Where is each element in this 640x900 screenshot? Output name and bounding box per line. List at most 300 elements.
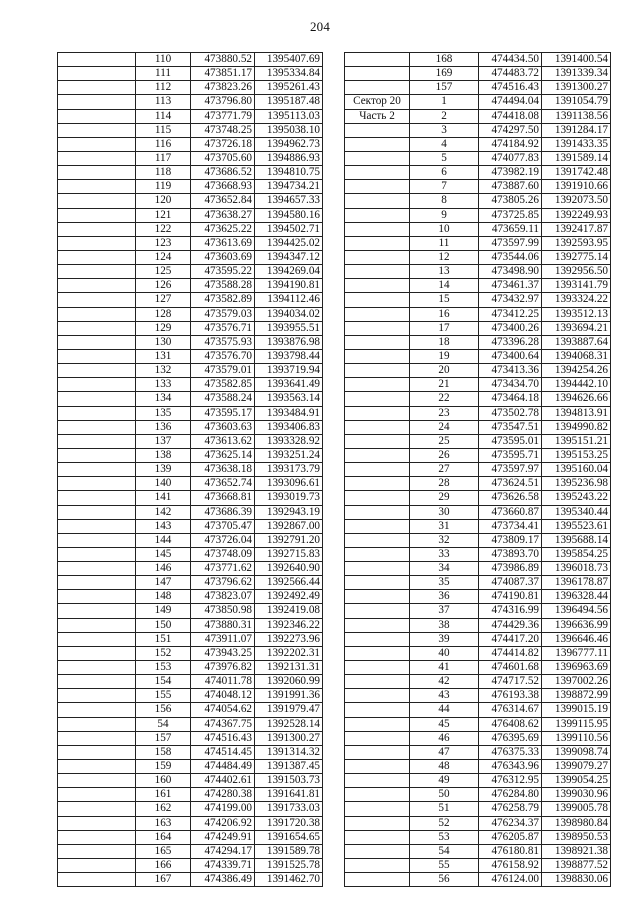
table-row xyxy=(58,760,323,774)
sector-cell xyxy=(345,180,410,194)
sector-cell xyxy=(345,463,410,477)
x-coordinate-cell: 473638.18 xyxy=(191,463,255,477)
table-row xyxy=(58,562,323,576)
table-row xyxy=(345,123,611,137)
sector-cell xyxy=(58,547,136,561)
y-coordinate-cell: 1399005.78 xyxy=(542,802,611,816)
x-coordinate-cell: 473805.26 xyxy=(479,194,542,208)
sector-cell xyxy=(58,802,136,816)
point-number-cell: 169 xyxy=(410,67,479,81)
point-number-cell: 39 xyxy=(410,632,479,646)
table-row xyxy=(58,81,323,95)
x-coordinate-cell: 473595.17 xyxy=(191,406,255,420)
x-coordinate-cell: 474717.52 xyxy=(479,675,542,689)
point-number-cell: 139 xyxy=(136,463,191,477)
y-coordinate-cell: 1391720.38 xyxy=(255,816,323,830)
point-number-cell: 28 xyxy=(410,477,479,491)
sector-cell xyxy=(345,604,410,618)
x-coordinate-cell: 476395.69 xyxy=(479,731,542,745)
sector-cell xyxy=(345,562,410,576)
table-row xyxy=(345,547,611,561)
x-coordinate-cell: 476314.67 xyxy=(479,703,542,717)
sector-cell xyxy=(58,463,136,477)
y-coordinate-cell: 1395688.14 xyxy=(542,533,611,547)
point-number-cell: 49 xyxy=(410,774,479,788)
table-row xyxy=(345,208,611,222)
point-number-cell: 157 xyxy=(410,81,479,95)
table-row xyxy=(345,265,611,279)
table-row xyxy=(345,293,611,307)
x-coordinate-cell: 473576.70 xyxy=(191,349,255,363)
sector-cell xyxy=(58,137,136,151)
table-row xyxy=(345,689,611,703)
y-coordinate-cell: 1392492.49 xyxy=(255,590,323,604)
x-coordinate-cell: 473588.24 xyxy=(191,392,255,406)
y-coordinate-cell: 1396494.56 xyxy=(542,604,611,618)
x-coordinate-cell: 473626.58 xyxy=(479,491,542,505)
x-coordinate-cell: 473986.89 xyxy=(479,562,542,576)
sector-cell xyxy=(345,279,410,293)
y-coordinate-cell: 1394254.26 xyxy=(542,364,611,378)
sector-cell xyxy=(345,491,410,505)
table-row xyxy=(58,844,323,858)
sector-cell xyxy=(345,250,410,264)
x-coordinate-cell: 473659.11 xyxy=(479,222,542,236)
table-row xyxy=(58,151,323,165)
table-row xyxy=(58,236,323,250)
point-number-cell: 123 xyxy=(136,236,191,250)
table-row xyxy=(345,604,611,618)
table-row xyxy=(345,81,611,95)
table-row xyxy=(345,703,611,717)
table-row xyxy=(58,463,323,477)
table-row xyxy=(58,547,323,561)
point-number-cell: 12 xyxy=(410,250,479,264)
table-row xyxy=(58,774,323,788)
table-row xyxy=(58,279,323,293)
table-row xyxy=(345,434,611,448)
y-coordinate-cell: 1398872.99 xyxy=(542,689,611,703)
y-coordinate-cell: 1396636.99 xyxy=(542,618,611,632)
table-row xyxy=(58,618,323,632)
x-coordinate-cell: 474199.00 xyxy=(191,802,255,816)
x-coordinate-cell: 473575.93 xyxy=(191,335,255,349)
sector-cell xyxy=(345,406,410,420)
table-row xyxy=(58,364,323,378)
table-row xyxy=(345,774,611,788)
point-number-cell: 111 xyxy=(136,67,191,81)
table-row xyxy=(345,519,611,533)
point-number-cell: 4 xyxy=(410,137,479,151)
sector-cell xyxy=(58,830,136,844)
point-number-cell: 116 xyxy=(136,137,191,151)
sector-cell xyxy=(345,844,410,858)
point-number-cell: 127 xyxy=(136,293,191,307)
y-coordinate-cell: 1391589.78 xyxy=(255,844,323,858)
table-row xyxy=(58,505,323,519)
x-coordinate-cell: 474514.45 xyxy=(191,745,255,759)
sector-cell xyxy=(58,321,136,335)
point-number-cell: 45 xyxy=(410,717,479,731)
y-coordinate-cell: 1391979.47 xyxy=(255,703,323,717)
sector-cell xyxy=(345,590,410,604)
table-row xyxy=(345,406,611,420)
point-number-cell: 164 xyxy=(136,830,191,844)
sector-cell xyxy=(345,533,410,547)
point-number-cell: 35 xyxy=(410,576,479,590)
y-coordinate-cell: 1391910.66 xyxy=(542,180,611,194)
point-number-cell: 120 xyxy=(136,194,191,208)
sector-cell xyxy=(58,335,136,349)
sector-cell xyxy=(58,477,136,491)
table-row xyxy=(58,646,323,660)
x-coordinate-cell: 473576.71 xyxy=(191,321,255,335)
sector-cell xyxy=(58,661,136,675)
sector-cell xyxy=(58,576,136,590)
x-coordinate-cell: 473502.78 xyxy=(479,406,542,420)
y-coordinate-cell: 1393251.24 xyxy=(255,448,323,462)
point-number-cell: 143 xyxy=(136,519,191,533)
y-coordinate-cell: 1394580.16 xyxy=(255,208,323,222)
coordinates-table-right-body xyxy=(345,53,611,887)
y-coordinate-cell: 1392593.95 xyxy=(542,236,611,250)
sector-cell xyxy=(58,844,136,858)
point-number-cell: 110 xyxy=(136,53,191,67)
y-coordinate-cell: 1391400.54 xyxy=(542,53,611,67)
coordinates-table-left xyxy=(57,52,323,887)
y-coordinate-cell: 1395038.10 xyxy=(255,123,323,137)
point-number-cell: 161 xyxy=(136,788,191,802)
x-coordinate-cell: 473412.25 xyxy=(479,307,542,321)
x-coordinate-cell: 473796.62 xyxy=(191,576,255,590)
sector-cell xyxy=(58,689,136,703)
table-row xyxy=(345,844,611,858)
point-number-cell: 43 xyxy=(410,689,479,703)
sector-cell xyxy=(345,265,410,279)
y-coordinate-cell: 1391525.78 xyxy=(255,859,323,873)
y-coordinate-cell: 1399115.95 xyxy=(542,717,611,731)
table-row xyxy=(58,632,323,646)
sector-cell xyxy=(58,250,136,264)
point-number-cell: 53 xyxy=(410,830,479,844)
sector-cell xyxy=(58,703,136,717)
x-coordinate-cell: 473652.74 xyxy=(191,477,255,491)
x-coordinate-cell: 474484.49 xyxy=(191,760,255,774)
sector-cell xyxy=(58,222,136,236)
x-coordinate-cell: 473579.03 xyxy=(191,307,255,321)
sector-cell xyxy=(58,123,136,137)
x-coordinate-cell: 473686.52 xyxy=(191,166,255,180)
x-coordinate-cell: 473582.89 xyxy=(191,293,255,307)
point-number-cell: 9 xyxy=(410,208,479,222)
x-coordinate-cell: 476375.33 xyxy=(479,745,542,759)
x-coordinate-cell: 474294.17 xyxy=(191,844,255,858)
table-row xyxy=(58,208,323,222)
x-coordinate-cell: 474494.04 xyxy=(479,95,542,109)
y-coordinate-cell: 1399110.56 xyxy=(542,731,611,745)
point-number-cell: 159 xyxy=(136,760,191,774)
x-coordinate-cell: 473625.22 xyxy=(191,222,255,236)
table-row xyxy=(345,816,611,830)
y-coordinate-cell: 1394810.75 xyxy=(255,166,323,180)
sector-cell xyxy=(58,208,136,222)
sector-cell xyxy=(345,675,410,689)
point-number-cell: 137 xyxy=(136,434,191,448)
point-number-cell: 125 xyxy=(136,265,191,279)
x-coordinate-cell: 476258.79 xyxy=(479,802,542,816)
x-coordinate-cell: 473544.06 xyxy=(479,250,542,264)
y-coordinate-cell: 1392249.93 xyxy=(542,208,611,222)
table-row xyxy=(345,67,611,81)
point-number-cell: 8 xyxy=(410,194,479,208)
x-coordinate-cell: 474417.20 xyxy=(479,632,542,646)
point-number-cell: 117 xyxy=(136,151,191,165)
table-row xyxy=(58,689,323,703)
point-number-cell: 29 xyxy=(410,491,479,505)
x-coordinate-cell: 473597.97 xyxy=(479,463,542,477)
x-coordinate-cell: 473976.82 xyxy=(191,661,255,675)
y-coordinate-cell: 1393324.22 xyxy=(542,293,611,307)
table-row xyxy=(58,222,323,236)
x-coordinate-cell: 473796.80 xyxy=(191,95,255,109)
x-coordinate-cell: 474339.71 xyxy=(191,859,255,873)
y-coordinate-cell: 1391654.65 xyxy=(255,830,323,844)
point-number-cell: 129 xyxy=(136,321,191,335)
sector-cell xyxy=(345,760,410,774)
point-number-cell: 165 xyxy=(136,844,191,858)
x-coordinate-cell: 473880.31 xyxy=(191,618,255,632)
y-coordinate-cell: 1393955.51 xyxy=(255,321,323,335)
sector-cell xyxy=(58,194,136,208)
y-coordinate-cell: 1395113.03 xyxy=(255,109,323,123)
sector-cell xyxy=(345,576,410,590)
point-number-cell: 121 xyxy=(136,208,191,222)
point-number-cell: 46 xyxy=(410,731,479,745)
sector-cell xyxy=(345,802,410,816)
point-number-cell: 55 xyxy=(410,859,479,873)
x-coordinate-cell: 476343.96 xyxy=(479,760,542,774)
table-row xyxy=(345,222,611,236)
point-number-cell: 152 xyxy=(136,646,191,660)
point-number-cell: 10 xyxy=(410,222,479,236)
x-coordinate-cell: 473498.90 xyxy=(479,265,542,279)
table-row xyxy=(58,53,323,67)
y-coordinate-cell: 1391300.27 xyxy=(255,731,323,745)
y-coordinate-cell: 1395160.04 xyxy=(542,463,611,477)
y-coordinate-cell: 1391742.48 xyxy=(542,166,611,180)
y-coordinate-cell: 1399098.74 xyxy=(542,745,611,759)
sector-cell xyxy=(58,731,136,745)
y-coordinate-cell: 1398921.38 xyxy=(542,844,611,858)
sector-cell xyxy=(345,364,410,378)
sector-cell xyxy=(58,562,136,576)
x-coordinate-cell: 473613.69 xyxy=(191,236,255,250)
table-row xyxy=(345,873,611,887)
y-coordinate-cell: 1392943.19 xyxy=(255,505,323,519)
y-coordinate-cell: 1398980.84 xyxy=(542,816,611,830)
x-coordinate-cell: 473595.22 xyxy=(191,265,255,279)
point-number-cell: 168 xyxy=(410,53,479,67)
x-coordinate-cell: 476312.95 xyxy=(479,774,542,788)
sector-cell xyxy=(58,349,136,363)
sector-cell xyxy=(345,689,410,703)
y-coordinate-cell: 1391300.27 xyxy=(542,81,611,95)
y-coordinate-cell: 1391138.56 xyxy=(542,109,611,123)
y-coordinate-cell: 1395187.48 xyxy=(255,95,323,109)
point-number-cell: 5 xyxy=(410,151,479,165)
point-number-cell: 148 xyxy=(136,590,191,604)
y-coordinate-cell: 1399054.25 xyxy=(542,774,611,788)
table-row xyxy=(58,166,323,180)
point-number-cell: 138 xyxy=(136,448,191,462)
table-row xyxy=(58,137,323,151)
sector-cell xyxy=(345,731,410,745)
table-row xyxy=(345,420,611,434)
y-coordinate-cell: 1399079.27 xyxy=(542,760,611,774)
point-number-cell: 33 xyxy=(410,547,479,561)
sector-cell xyxy=(58,816,136,830)
y-coordinate-cell: 1393641.49 xyxy=(255,378,323,392)
x-coordinate-cell: 474087.37 xyxy=(479,576,542,590)
table-row xyxy=(345,392,611,406)
table-row xyxy=(345,760,611,774)
table-row xyxy=(58,816,323,830)
point-number-cell: 145 xyxy=(136,547,191,561)
y-coordinate-cell: 1392528.14 xyxy=(255,717,323,731)
point-number-cell: 162 xyxy=(136,802,191,816)
sector-cell xyxy=(58,53,136,67)
y-coordinate-cell: 1393328.92 xyxy=(255,434,323,448)
y-coordinate-cell: 1392715.83 xyxy=(255,547,323,561)
x-coordinate-cell: 473613.62 xyxy=(191,434,255,448)
point-number-cell: 54 xyxy=(410,844,479,858)
point-number-cell: 42 xyxy=(410,675,479,689)
point-number-cell: 119 xyxy=(136,180,191,194)
x-coordinate-cell: 473624.51 xyxy=(479,477,542,491)
y-coordinate-cell: 1394657.33 xyxy=(255,194,323,208)
y-coordinate-cell: 1397002.26 xyxy=(542,675,611,689)
y-coordinate-cell: 1394734.21 xyxy=(255,180,323,194)
x-coordinate-cell: 473705.47 xyxy=(191,519,255,533)
table-row xyxy=(58,717,323,731)
point-number-cell: 37 xyxy=(410,604,479,618)
y-coordinate-cell: 1393019.73 xyxy=(255,491,323,505)
x-coordinate-cell: 473705.60 xyxy=(191,151,255,165)
table-row xyxy=(345,180,611,194)
table-row xyxy=(58,123,323,137)
x-coordinate-cell: 473603.63 xyxy=(191,420,255,434)
sector-cell xyxy=(345,335,410,349)
table-row xyxy=(345,166,611,180)
x-coordinate-cell: 474077.83 xyxy=(479,151,542,165)
sector-cell xyxy=(58,505,136,519)
point-number-cell: 21 xyxy=(410,378,479,392)
x-coordinate-cell: 473400.64 xyxy=(479,349,542,363)
point-number-cell: 50 xyxy=(410,788,479,802)
sector-cell xyxy=(58,293,136,307)
sector-cell xyxy=(58,265,136,279)
sector-cell xyxy=(58,590,136,604)
point-number-cell: 44 xyxy=(410,703,479,717)
sector-cell xyxy=(58,774,136,788)
sector-cell xyxy=(345,519,410,533)
table-row xyxy=(58,576,323,590)
table-row xyxy=(58,802,323,816)
sector-cell xyxy=(58,675,136,689)
point-number-cell: 160 xyxy=(136,774,191,788)
y-coordinate-cell: 1395151.21 xyxy=(542,434,611,448)
sector-cell xyxy=(345,618,410,632)
y-coordinate-cell: 1391387.45 xyxy=(255,760,323,774)
point-number-cell: 14 xyxy=(410,279,479,293)
sector-cell xyxy=(345,448,410,462)
sector-cell xyxy=(58,519,136,533)
table-row xyxy=(345,109,611,123)
table-row xyxy=(345,95,611,109)
point-number-cell: 113 xyxy=(136,95,191,109)
point-number-cell: 19 xyxy=(410,349,479,363)
sector-cell xyxy=(345,67,410,81)
y-coordinate-cell: 1393484.91 xyxy=(255,406,323,420)
x-coordinate-cell: 473771.79 xyxy=(191,109,255,123)
table-row xyxy=(58,675,323,689)
x-coordinate-cell: 474048.12 xyxy=(191,689,255,703)
sector-cell xyxy=(345,53,410,67)
y-coordinate-cell: 1391284.17 xyxy=(542,123,611,137)
point-number-cell: 48 xyxy=(410,760,479,774)
point-number-cell: 151 xyxy=(136,632,191,646)
point-number-cell: 114 xyxy=(136,109,191,123)
table-row xyxy=(345,830,611,844)
table-row xyxy=(345,632,611,646)
table-row xyxy=(345,576,611,590)
table-row xyxy=(58,265,323,279)
table-row xyxy=(345,378,611,392)
table-row xyxy=(345,194,611,208)
y-coordinate-cell: 1391503.73 xyxy=(255,774,323,788)
y-coordinate-cell: 1392202.31 xyxy=(255,646,323,660)
table-row xyxy=(58,194,323,208)
y-coordinate-cell: 1391589.14 xyxy=(542,151,611,165)
x-coordinate-cell: 473880.52 xyxy=(191,53,255,67)
sector-cell xyxy=(345,392,410,406)
coordinates-table-right xyxy=(344,52,611,887)
y-coordinate-cell: 1393141.79 xyxy=(542,279,611,293)
x-coordinate-cell: 473597.99 xyxy=(479,236,542,250)
sector-cell xyxy=(345,646,410,660)
y-coordinate-cell: 1393406.83 xyxy=(255,420,323,434)
x-coordinate-cell: 473734.41 xyxy=(479,519,542,533)
sector-cell xyxy=(345,137,410,151)
sector-cell xyxy=(345,632,410,646)
x-coordinate-cell: 473809.17 xyxy=(479,533,542,547)
point-number-cell: 155 xyxy=(136,689,191,703)
y-coordinate-cell: 1392419.08 xyxy=(255,604,323,618)
sector-cell xyxy=(345,477,410,491)
table-row xyxy=(345,279,611,293)
point-number-cell: 141 xyxy=(136,491,191,505)
x-coordinate-cell: 473726.18 xyxy=(191,137,255,151)
table-row xyxy=(58,590,323,604)
y-coordinate-cell: 1392566.44 xyxy=(255,576,323,590)
sector-cell xyxy=(345,166,410,180)
table-row xyxy=(58,448,323,462)
point-number-cell: 31 xyxy=(410,519,479,533)
table-row xyxy=(58,67,323,81)
sector-cell xyxy=(58,873,136,887)
point-number-cell: 51 xyxy=(410,802,479,816)
sector-cell xyxy=(58,434,136,448)
